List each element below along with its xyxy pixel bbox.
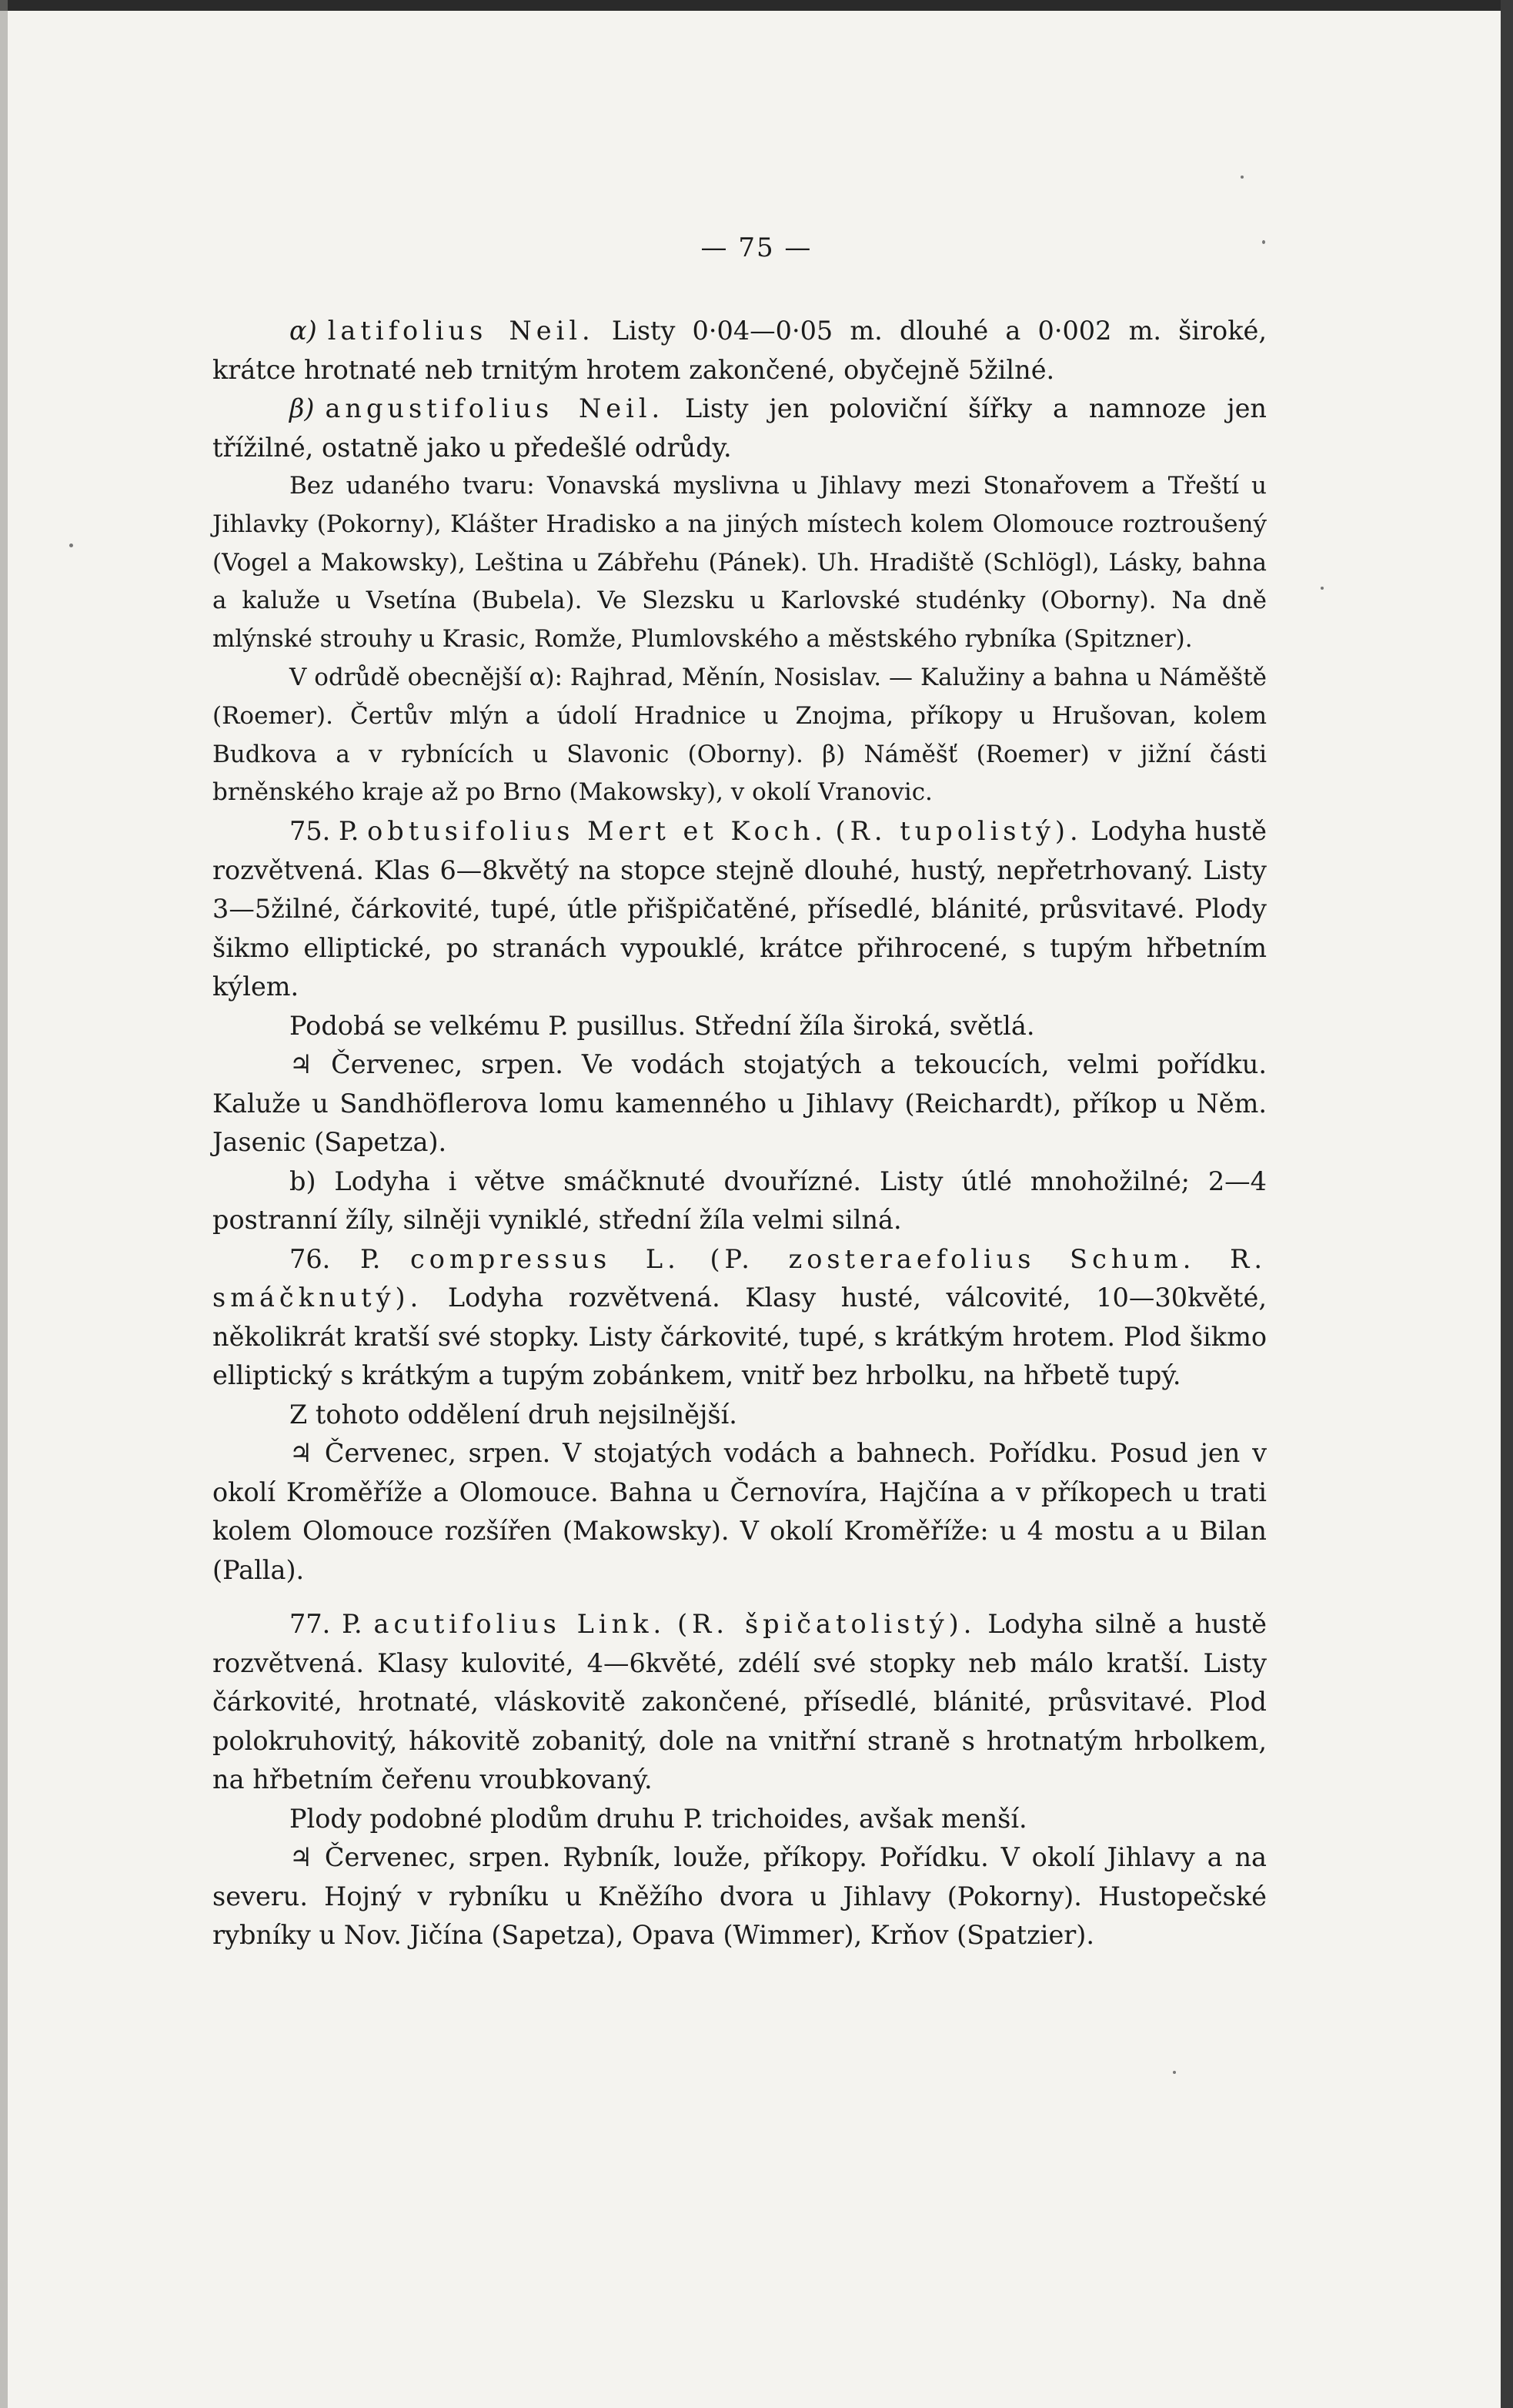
species-75-czech-name: (R. tupolistý). (835, 816, 1083, 847)
species-76-text: Lodyha rozvětvená. Klasy husté, válcovité, 10—30květé, několikrát kratší své stopky. Listy čárkovité, tupé, s krátkým hrotem. Plod šikmo elliptický s krátkým a tupým zobánkem, vnitř bez hrbolku, na hřbetě tupý. (212, 1283, 1267, 1391)
species-75-habitat: ♃ Červenec, srpen. Ve vodách stojatých a tekoucích, velmi pořídku. Kaluže u Sandhöflerova lomu kamenného u Jihlavy (Reichardt), příkop u Něm. Jasenic (Sapetza). (212, 1049, 1267, 1158)
variety-beta-mark: β) (289, 393, 315, 423)
scan-speck (1241, 176, 1244, 179)
species-77-czech-name: (R. špičatolistý). (677, 1609, 977, 1640)
variety-beta (212, 390, 1267, 467)
species-76-number: 76. P. (289, 1243, 381, 1274)
species-75-description (212, 812, 1267, 1007)
scan-edge-top (0, 0, 1513, 11)
species-76-czech-name: (P. zosteraefolius Schum. R. smáčknutý). (212, 1243, 1267, 1313)
scan-edge-left (0, 0, 8, 2408)
species-76-habitat: ♃ Červenec, srpen. V stojatých vodách a bahnech. Pořídku. Posud jen v okolí Kroměříže a Olomouce. Bahna u Černovíra, Hajčína a v příkopech u trati kolem Olomouce rozšířen (Makowsky). V okolí Kroměříže: u 4 mostu a u Bilan (Palla). (212, 1438, 1267, 1585)
page-body (212, 312, 1267, 1955)
scan-edge-right (1501, 0, 1513, 2408)
variety-beta-text: Listy jen poloviční šířky a namnoze jen třížilné, ostatně jako u předešlé odrůdy. (212, 393, 1267, 463)
species-77-text: Lodyha silně a hustě rozvětvená. Klasy kulovité, 4—6květé, zdélí své stopky neb málo kratší. Listy čárkovité, hrotnaté, vláskovitě zakončené, přísedlé, blánité, průsvitavé. Plod polokruhovitý, hákovitě zobanitý, dole na vnitřní straně s hrotnatým hrbolkem, na hřbetním čeřenu vroubkovaný. (212, 1609, 1268, 1795)
variety-beta-name: angustifolius Neil. (325, 393, 665, 423)
localities-varieties-paragraph: V odrůdě obecnější α): Rajhrad, Měnín, Nosislav. — Kalužiny a bahna u Náměště (Roemer). Čertův mlýn a údolí Hradnice u Znojma, příkopy u Hrušovan, kolem Budkova a v rybnících u Slavonic (Oborny). β) Náměšť (Roemer) v jižní části brněnského kraje až po Brno (Makowsky), v okolí Vranovic. (212, 663, 1267, 807)
species-76-note: Z tohoto oddělení druh nejsilnější. (289, 1399, 737, 1430)
species-77-habitat: ♃ Červenec, srpen. Rybník, louže, příkopy. Pořídku. V okolí Jihlavy a na severu. Hojný v rybníku u Kněžího dvora u Jihlavy (Pokorny). Hustopečské rybníky u Nov. Jičína (Sapetza), Opava (Wimmer), Krňov (Spatzier). (212, 1842, 1267, 1951)
variety-alpha-name: latifolius Neil. (327, 316, 595, 346)
scan-speck (1321, 587, 1324, 590)
species-75-number: 75. P. (289, 816, 359, 847)
group-b-description: b) Lodyha i větve smáčknuté dvouřízné. Listy útlé mnohožilné; 2—4 postranní žíly, silněji vyniklé, střední žíla velmi silná. (212, 1166, 1267, 1236)
species-77-similarity: Plody podobné plodům druhu P. trichoides, avšak menší. (289, 1803, 1027, 1834)
species-76-name: compressus L. (410, 1243, 680, 1274)
species-76-description (212, 1240, 1267, 1396)
species-77-number: 77. P. (289, 1609, 362, 1640)
variety-alpha (212, 312, 1267, 390)
species-75-text: Lodyha hustě rozvětvená. Klas 6—8květý na stopce stejně dlouhé, hustý, nepřetrhovaný. Listy 3—5žilné, čárkovité, tupé, útle přišpičatěné, přísedlé, blánité, průsvitavé. Plody šikmo elliptické, po stranách vypouklé, krátce přihrocené, s tupým hřbetním kýlem. (212, 816, 1268, 1002)
localities-paragraph: Bez udaného tvaru: Vonavská myslivna u Jihlavy mezi Stonařovem a Třeští u Jihlavky (Pokorny), Klášter Hradisko a na jiných místech kolem Olomouce roztroušený (Vogel a Makowsky), Leština u Zábřehu (Pánek). Uh. Hradiště (Schlögl), Lásky, bahna a kaluže u Vsetína (Bubela). Ve Slezsku u Karlovské studénky (Oborny). Na dně mlýnské strouhy u Krasic, Romže, Plumlovského a městského rybníka (Spitzner). (212, 472, 1267, 654)
scan-speck (1173, 2071, 1176, 2074)
variety-alpha-text: Listy 0·04—0·05 m. dlouhé a 0·002 m. široké, krátce hrotnaté neb trnitým hrotem zakončené, obyčejně 5žilné. (212, 316, 1267, 385)
species-77-description (212, 1605, 1267, 1800)
species-77-name: acutifolius Link. (373, 1609, 666, 1640)
page-number: — 75 — (700, 232, 813, 263)
variety-alpha-mark: α) (289, 316, 317, 346)
scan-speck (69, 543, 73, 547)
species-75-similarity: Podobá se velkému P. pusillus. Střední žíla široká, světlá. (289, 1010, 1035, 1041)
species-75-name: obtusifolius Mert et Koch. (367, 816, 827, 847)
